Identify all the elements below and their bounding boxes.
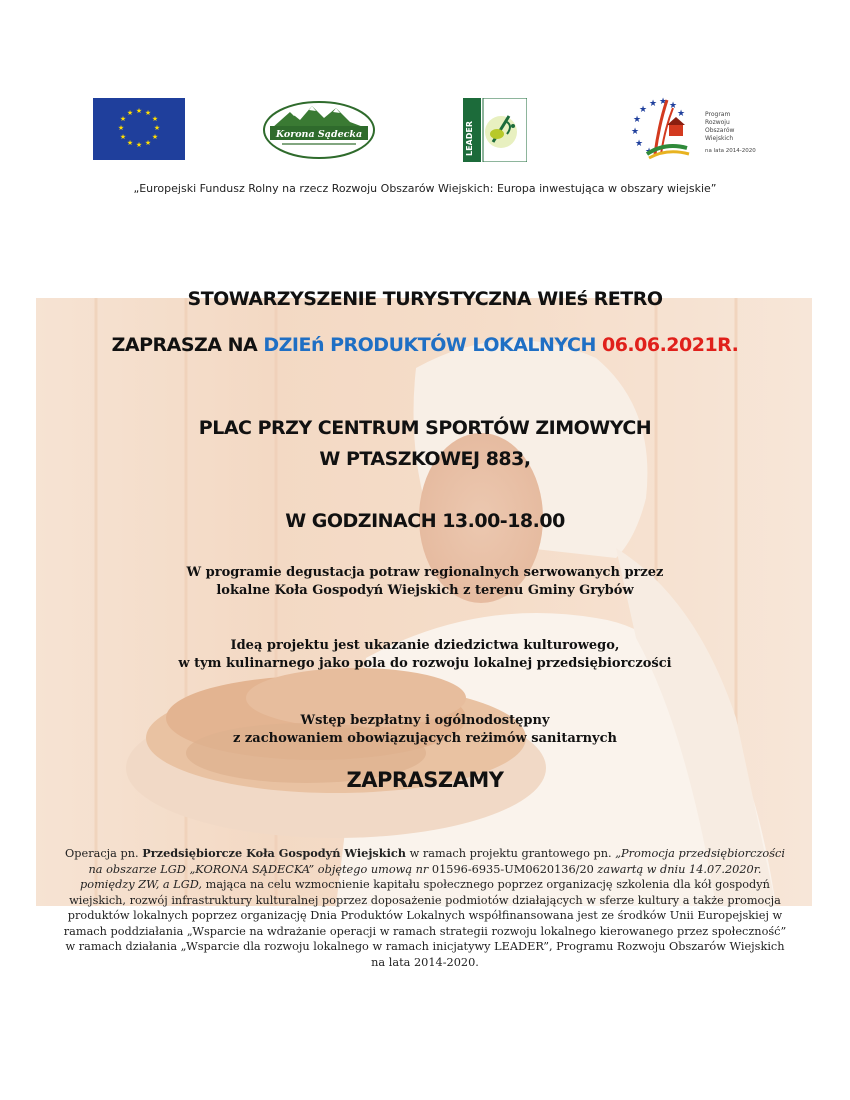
leader-logo-text: LEADER [465,120,474,156]
prow-text-1: Program [705,111,731,118]
program-line-1: W programie degustacja potraw regionalnych serwowanych przez [186,565,664,580]
footer-part-3: w ramach projektu grantowego pn. [406,847,616,860]
welcome-heading: ZAPRASZAMY [346,768,504,792]
entry-line-2: z zachowaniem obowiązujących reżimów sanitarnych [233,731,617,746]
prow-text-3: Obszarów [705,127,735,134]
footer-operation-name: Przedsiębiorcze Koła Gospodyń Wiejskich [142,846,406,860]
program-line-2: lokalne Koła Gospodyń Wiejskich z terenu Gminy Grybów [216,583,634,598]
footer-contract-number: 01596-6935-UM0620136/20 [428,862,598,876]
event-date: 06.06.2021R. [601,334,739,356]
svg-text:★: ★ [126,109,134,117]
footer-contract-date: zawartą w dniu 14.07.2020r. pomiędzy ZW, a LGD, [80,862,762,891]
entry-line-1: Wstęp bezpłatny i ogólnodostępny [300,713,550,728]
invitation-line [0,334,850,356]
svg-text:★: ★ [144,109,152,117]
svg-text:★: ★ [151,133,159,141]
idea-line-2: w tym kulinarnego jako pola do rozwoju lokalnej przedsiębiorczości [178,656,672,671]
svg-text:★: ★ [135,107,143,115]
svg-text:★: ★ [669,101,678,111]
svg-text:★: ★ [153,124,161,132]
invite-prefix: ZAPRASZA NA [111,334,264,356]
venue-line-1: PLAC PRZY CENTRUM SPORTÓW ZIMOWYCH [198,417,652,439]
svg-text:★: ★ [677,109,686,119]
svg-text:★: ★ [119,133,127,141]
funding-footer [60,846,790,970]
prow-text-4: Wiejskich [705,135,734,142]
svg-text:★: ★ [126,139,134,147]
svg-text:★: ★ [633,115,642,125]
prow-text-2: Rozwoju [705,119,730,126]
svg-text:★: ★ [645,147,654,157]
idea-line-1: Ideą projektu jest ukazanie dziedzictwa kulturowego, [230,638,620,653]
footer-description: mająca na celu wzmocnienie kapitału społecznego poprzez organizację szkolenia dla kół gospodyń wiejskich, rozwój infrastruktury kulturalnej poprzez doposażenie podmiotów działających w sferze kultury a także promocja produktów lokalnych poprzez organizację Dnia Produktów Lokalnych współfinansowana jest ze środków Unii Europejskiej w ramach poddziałania „Wsparcie na wdrażanie operacji w ramach strategii rozwoju lokalnego kierowanego przez społeczność” w ramach działania „Wsparcie dla rozwoju lokalnego w ramach inicjatywy LEADER”, Programu Rozwoju Obszarów Wiejskich na lata 2014-2020. [63,878,787,969]
svg-text:★: ★ [659,97,668,107]
svg-text:★: ★ [119,115,127,123]
fund-statement: „Europejski Fundusz Rolny na rzecz Rozwoju Obszarów Wiejskich: Europa inwestująca w obszary wiejskie” [133,182,717,195]
svg-text:★: ★ [151,115,159,123]
venue-line-2: W PTASZKOWEJ 883, [319,448,531,470]
svg-text:★: ★ [135,141,143,149]
organization-title: STOWARZYSZENIE TURYSTYCZNA WIEś RETRO [187,288,663,310]
svg-text:★: ★ [639,105,648,115]
svg-text:★: ★ [117,124,125,132]
event-hours: W GODZINACH 13.00-18.00 [285,510,565,532]
svg-text:★: ★ [635,139,644,149]
prow-text-5: na lata 2014-2020 [705,148,756,154]
footer-part-1: Operacja pn. [65,847,143,860]
korona-logo-text: Korona Sądecka [275,129,363,140]
footer-project-name: „Promocja przedsiębiorczości na obszarze LGD „KORONA SĄDECKA” objętego umową nr [88,847,785,876]
svg-text:★: ★ [144,139,152,147]
event-name: DZIEń PRODUKTÓW LOKALNYCH [263,334,596,356]
svg-text:★: ★ [649,99,658,109]
svg-text:★: ★ [631,127,640,137]
